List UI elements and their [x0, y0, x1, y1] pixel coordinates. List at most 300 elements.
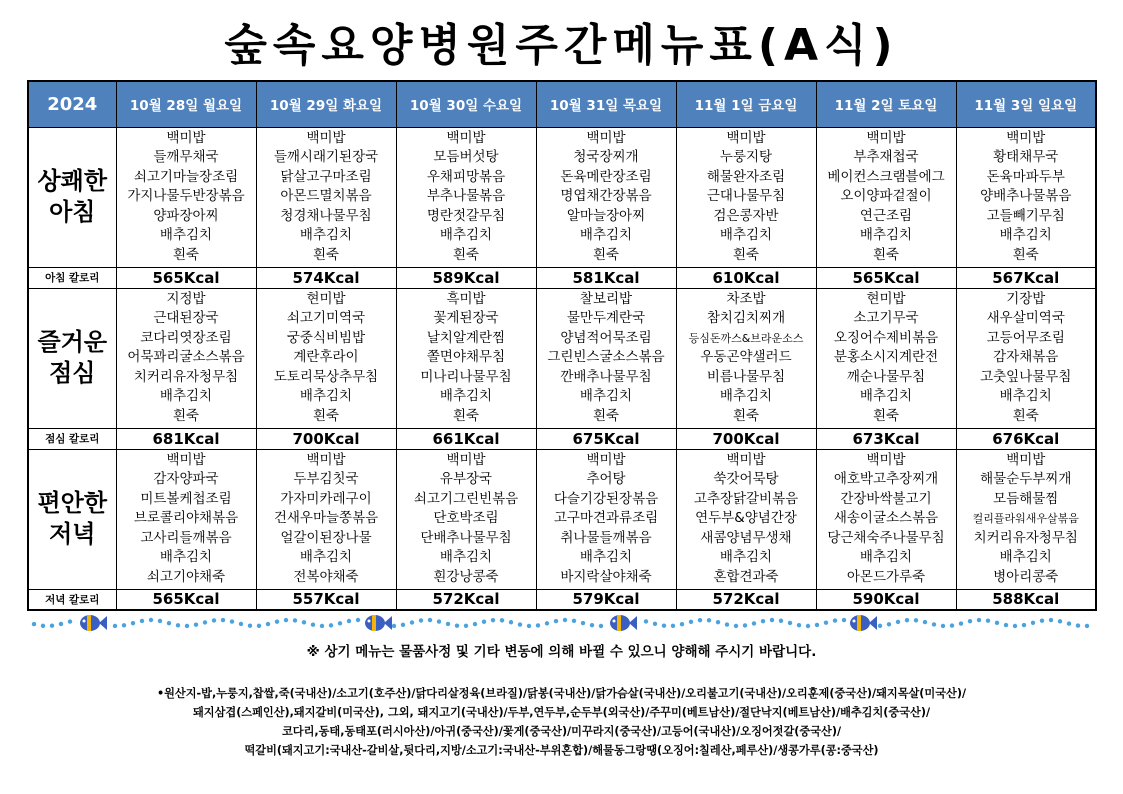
origin-line: 돼지삼겹(스페인산),돼지갈비(미국산), 그외, 돼지고기(국내산)/두부,연두부,순두부(외국산)/주꾸미(베트남산)/절단낙지(베트남산)/배추김치(중국산)/ [192, 706, 931, 719]
dish-item: 해물완자조림 [706, 168, 786, 185]
bubble-dot [923, 620, 927, 624]
calorie-value: 700Kcal [256, 428, 396, 449]
dish-item: 병아리콩죽 [993, 568, 1059, 585]
bubble-dot [248, 624, 252, 628]
dish-item: 단배추나물무침 [420, 529, 512, 546]
dish-item: 당근채숙주나물무침 [827, 529, 945, 546]
bubble-dot [842, 618, 846, 622]
calorie-value: 700Kcal [676, 428, 816, 449]
bubble-dot [194, 623, 198, 627]
bubble-dot [914, 618, 918, 622]
dish-item: 유부장국 [439, 471, 493, 488]
origin-line: 코다리,동태,동태포(러시아산)/아귀(중국산)/꽃게(중국산)/미꾸라지(중국산)/고등어(국내산)/오징어젓갈(중국산)/ [281, 725, 842, 738]
dish-item: 감자채볶음 [993, 349, 1059, 366]
dish-item: 물만두계란국 [566, 310, 646, 327]
dish-item: 배추김치 [299, 549, 353, 566]
day-header: 10월 31일 목요일 [536, 81, 676, 127]
dish-item: 흰죽 [1012, 407, 1039, 424]
menu-cell [956, 127, 1096, 267]
calorie-row [28, 428, 1096, 449]
dish-item: 취나물들깨볶음 [560, 529, 652, 546]
calorie-value: 673Kcal [816, 428, 956, 449]
dish-item: 새우살미역국 [986, 310, 1065, 327]
bubble-dot [788, 621, 792, 625]
calorie-value: 681Kcal [116, 428, 256, 449]
dish-item: 흰죽 [592, 246, 620, 263]
bubble-dot [149, 618, 153, 622]
bubble-dot [1058, 619, 1062, 623]
dish-item: 혼합견과죽 [713, 568, 779, 585]
bubble-dot [545, 621, 549, 625]
dish-item: 분홍소시지계란전 [833, 349, 939, 366]
bubble-dot [689, 620, 693, 624]
dish-item: 베이컨스크램블에그 [827, 168, 945, 185]
origin-line: •원산지-밥,누룽지,찹쌀,죽(국내산)/소고기(호주산)/닭다리살정육(브라질)/닭봉(국내산)/닭가슴살(국내산)/오리불고기(국내산)/오리훈제(중국산)/돼지목살(미국산)/ [156, 687, 967, 700]
dish-item: 바지락살야채죽 [560, 568, 652, 585]
calorie-value: 579Kcal [536, 589, 676, 610]
meal-row [28, 127, 1096, 267]
dish-item: 들깨시래기된장국 [273, 149, 379, 166]
dish-item: 해물순두부찌개 [980, 471, 1072, 488]
bubble-dot [176, 623, 180, 627]
dish-item: 미트볼케첩조림 [140, 490, 232, 507]
bubble-dot [833, 618, 837, 622]
dish-item: 현미밥 [866, 291, 906, 308]
dish-item: 명엽채간장볶음 [560, 188, 652, 205]
bubble-dot [797, 623, 801, 627]
dish-item: 그린빈스굴소스볶음 [547, 349, 665, 366]
dish-item: 배추김치 [719, 549, 773, 566]
menu-cell [956, 288, 1096, 428]
dish-item: 건새우마늘쫑볶음 [273, 510, 379, 527]
bubble-dot [320, 624, 324, 628]
dish-item: 배추김치 [439, 388, 493, 405]
bubble-dot [1076, 623, 1080, 627]
dish-item: 쫄면야채무침 [426, 349, 506, 366]
bubble-dot [698, 618, 702, 622]
dish-item: 찰보리밥 [579, 291, 633, 308]
bubble-dot [572, 619, 576, 623]
dish-item: 연두부&양념간장 [695, 510, 797, 527]
dish-item: 청경채나물무침 [280, 207, 372, 224]
bubble-dot [356, 618, 360, 622]
dish-item: 배추김치 [159, 549, 213, 566]
dish-item: 백미밥 [586, 130, 626, 147]
dish-item: 배추김치 [159, 388, 213, 405]
menu-cell [396, 288, 536, 428]
dish-item: 황태채무국 [993, 149, 1059, 166]
dish-item: 배추김치 [579, 388, 633, 405]
calorie-row [28, 267, 1096, 288]
meal-row [28, 288, 1096, 428]
dish-item: 흰죽 [452, 407, 480, 424]
dish-item: 흰죽 [172, 246, 200, 263]
bubble-dot [293, 618, 297, 622]
dish-item: 모듬버섯탕 [433, 149, 499, 166]
day-header: 10월 29일 화요일 [256, 81, 396, 127]
bubble-dot [779, 619, 783, 623]
dish-item: 흑미밥 [446, 291, 486, 308]
dish-item: 백미밥 [1006, 452, 1046, 469]
dish-item: 치커리유자청무침 [973, 529, 1078, 546]
menu-cell [676, 288, 816, 428]
bubble-dot [284, 618, 288, 622]
bubble-dot [275, 619, 279, 623]
dish-item: 두부김칫국 [293, 471, 359, 488]
bubble-dot [428, 618, 432, 622]
weekly-menu-table [27, 80, 1097, 611]
dish-item: 근대된장국 [153, 310, 219, 327]
calorie-value: 676Kcal [956, 428, 1096, 449]
calorie-value: 572Kcal [676, 589, 816, 610]
dish-item: 배추김치 [859, 227, 913, 244]
dish-item: 돈육마파두부 [986, 168, 1065, 185]
menu-cell [676, 127, 816, 267]
bubble-dot [131, 621, 135, 625]
menu-cell [536, 288, 676, 428]
menu-cell [956, 449, 1096, 589]
calorie-value: 588Kcal [956, 589, 1096, 610]
dish-item: 배추김치 [719, 388, 773, 405]
dish-item: 꽃게된장국 [433, 310, 499, 327]
dish-item: 모듬해물찜 [993, 490, 1059, 507]
bubble-dot [644, 619, 648, 623]
page-title: 숲속요양병원주간메뉴표(A식) [224, 20, 899, 71]
year-cell: 2024 [28, 81, 116, 127]
fish-bubble-decoration [30, 612, 1095, 634]
bubble-dot [590, 623, 594, 627]
meal-label-line: 편안한 [37, 489, 108, 517]
dish-item: 명란젓갈무침 [426, 207, 506, 224]
bubble-dot [419, 618, 423, 622]
dish-item: 전복야채죽 [293, 568, 359, 585]
menu-cell [816, 449, 956, 589]
dish-item: 배추김치 [439, 549, 493, 566]
bubble-dot [446, 622, 450, 626]
day-header: 11월 3일 일요일 [956, 81, 1096, 127]
bubble-dot [905, 618, 909, 622]
dish-item: 들깨무채국 [153, 149, 219, 166]
dish-item: 오이양파겉절이 [840, 188, 932, 205]
menu-cell [536, 449, 676, 589]
bubble-dot [1067, 621, 1071, 625]
dish-item: 오징어수제비볶음 [833, 329, 939, 346]
dish-item: 다슬기강된장볶음 [553, 490, 659, 507]
bubble-dot [68, 619, 72, 623]
dish-item: 어묵꽈리굴소스볶음 [127, 349, 245, 366]
calorie-label: 아침 칼로리 [28, 267, 116, 288]
bubble-dot [221, 618, 225, 622]
bubble-dot [824, 620, 828, 624]
menu-cell [256, 127, 396, 267]
dish-item: 쑥갓어묵탕 [713, 471, 779, 488]
calorie-value: 565Kcal [116, 267, 256, 288]
dish-item: 흰죽 [872, 407, 900, 424]
dish-item: 가자미카레구이 [280, 490, 372, 507]
dish-item: 새콤양념무생채 [700, 529, 792, 546]
dish-item: 배추김치 [999, 549, 1052, 566]
bubble-dot [329, 623, 333, 627]
dish-item: 연근조림 [859, 207, 913, 224]
bubble-dot [338, 621, 342, 625]
dish-item: 흰죽 [872, 246, 900, 263]
dish-item: 미나리나물무침 [420, 368, 512, 385]
dish-item: 날치알계란찜 [426, 329, 506, 346]
dish-item: 흰죽 [452, 246, 480, 263]
bubble-dot [518, 622, 522, 626]
dish-item: 추어탕 [586, 471, 626, 488]
bubble-dot [491, 618, 495, 622]
calorie-value: 675Kcal [536, 428, 676, 449]
bubble-dot [527, 624, 531, 628]
dish-item: 배추김치 [579, 549, 633, 566]
bubble-dot [716, 620, 720, 624]
dish-item: 백미밥 [306, 130, 346, 147]
bubble-dot [266, 622, 270, 626]
menu-cell [816, 127, 956, 267]
dish-item: 소고기무국 [853, 310, 919, 327]
day-header: 10월 30일 수요일 [396, 81, 536, 127]
meal-label [28, 288, 116, 428]
bubble-dot [167, 621, 171, 625]
dish-item: 비름나물무침 [706, 368, 786, 385]
bubble-dot [257, 624, 261, 628]
dish-item: 양배추나물볶음 [980, 188, 1072, 205]
dish-item: 얼갈이된장나물 [280, 529, 372, 546]
menu-cell [116, 127, 256, 267]
day-header: 10월 28일 월요일 [116, 81, 256, 127]
bubble-dot [59, 622, 63, 626]
bubble-dot [743, 623, 747, 627]
calorie-value: 574Kcal [256, 267, 396, 288]
bubble-dot [410, 620, 414, 624]
bubble-dot [1040, 618, 1044, 622]
dish-item: 참치김치찌개 [706, 310, 786, 327]
menu-cell [116, 288, 256, 428]
bubble-dot [509, 620, 513, 624]
meal-label [28, 449, 116, 589]
bubble-dot [230, 619, 234, 623]
dish-item: 근대나물무침 [706, 188, 786, 205]
dish-item: 쇠고기그린빈볶음 [413, 490, 519, 507]
bubble-dot [563, 618, 567, 622]
menu-cell [256, 288, 396, 428]
dish-item: 현미밥 [306, 291, 346, 308]
bubble-dot [1022, 623, 1026, 627]
dish-item: 쇠고기미역국 [286, 310, 366, 327]
dish-item: 배추김치 [999, 227, 1052, 244]
origin-line: 떡갈비(돼지고기:국내산-갈비살,뒷다리,지방/소고기:국내산-부위혼합)/해물동그랑땡(오징어:칠레산,페루산)/생콩가루(콩:중국산) [244, 744, 879, 757]
bubble-dot [203, 620, 207, 624]
dish-item: 고등어무조림 [986, 329, 1065, 346]
bubble-dot [113, 624, 117, 628]
dish-item: 누룽지탕 [719, 149, 773, 166]
dish-item: 백미밥 [166, 130, 206, 147]
bubble-dot [761, 619, 765, 623]
meal-label-line: 저녁 [49, 520, 96, 548]
dish-item: 등심돈까스&브라운소스 [688, 331, 804, 345]
dish-item: 백미밥 [306, 452, 346, 469]
dish-item: 가지나물두반장볶음 [127, 188, 245, 205]
calorie-label: 점심 칼로리 [28, 428, 116, 449]
bubble-dot [1049, 618, 1053, 622]
bubble-dot [968, 619, 972, 623]
dish-item: 깐배추나물무침 [560, 368, 652, 385]
dish-item: 단호박조림 [433, 510, 499, 527]
bubble-dot [725, 622, 729, 626]
bubble-dot [185, 624, 189, 628]
menu-cell [256, 449, 396, 589]
bubble-dot [986, 618, 990, 622]
dish-item: 애호박고추장찌개 [833, 471, 939, 488]
dish-item: 도토리묵상추무침 [273, 368, 379, 385]
meal-label [28, 127, 116, 267]
menu-cell [676, 449, 816, 589]
bubble-dot [401, 623, 405, 627]
dish-item: 백미밥 [446, 130, 486, 147]
bubble-dot [122, 623, 126, 627]
calorie-label: 저녁 칼로리 [28, 589, 116, 610]
dish-item: 지정밥 [166, 291, 206, 308]
dish-item: 고사리들깨볶음 [140, 529, 232, 546]
calorie-value: 590Kcal [816, 589, 956, 610]
bubble-dot [770, 618, 774, 622]
bubble-dot [32, 622, 36, 626]
day-header: 11월 2일 토요일 [816, 81, 956, 127]
meal-label-line: 점심 [49, 359, 96, 387]
dish-item: 배추김치 [859, 549, 913, 566]
dish-item: 부추나물볶음 [426, 188, 506, 205]
notice-text: ※ 상기 메뉴는 물품사정 및 기타 변동에 의해 바뀔 수 있으니 양해해 주시기 바랍니다. [306, 644, 817, 660]
dish-item: 차조밥 [726, 291, 766, 308]
bubble-dot [347, 619, 351, 623]
meal-row [28, 449, 1096, 589]
dish-item: 배추김치 [439, 227, 493, 244]
origin-info [40, 684, 1083, 760]
day-header: 11월 1일 금요일 [676, 81, 816, 127]
bubble-dot [995, 621, 999, 625]
meal-label-line: 아침 [49, 198, 96, 226]
bubble-dot [878, 624, 882, 628]
dish-item: 백미밥 [726, 452, 766, 469]
fish-icon [80, 615, 107, 631]
dish-item: 돈육메란장조림 [560, 168, 652, 185]
calorie-value: 572Kcal [396, 589, 536, 610]
dish-item: 흰강낭콩죽 [433, 568, 499, 585]
bubble-dot [707, 618, 711, 622]
dish-item: 흰죽 [312, 407, 340, 424]
dish-item: 청국장찌개 [573, 149, 639, 166]
bubble-dot [1013, 624, 1017, 628]
bubble-dot [41, 624, 45, 628]
menu-cell [396, 449, 536, 589]
meal-label-line: 즐거운 [37, 328, 108, 356]
dish-item: 부추재첩국 [853, 149, 919, 166]
dish-item: 양념적어묵조림 [560, 329, 652, 346]
dish-item: 백미밥 [586, 452, 626, 469]
bubble-dot [50, 624, 54, 628]
dish-item: 고들빼기무침 [986, 207, 1065, 224]
dish-item: 백미밥 [446, 452, 486, 469]
dish-item: 배추김치 [999, 388, 1052, 405]
dish-item: 브로콜리야채볶음 [133, 510, 239, 527]
dish-item: 백미밥 [726, 130, 766, 147]
dish-item: 배추김치 [859, 388, 913, 405]
dish-item: 흰죽 [312, 246, 340, 263]
dish-item: 계란후라이 [293, 349, 359, 366]
bubble-dot [671, 624, 675, 628]
dish-item: 간장바싹불고기 [840, 490, 932, 507]
dish-item: 감자양파국 [153, 471, 219, 488]
bubble-dot [581, 621, 585, 625]
dish-item: 배추김치 [299, 388, 353, 405]
bubble-dot [734, 624, 738, 628]
calorie-value: 610Kcal [676, 267, 816, 288]
bubble-dot [554, 619, 558, 623]
bubble-dot [464, 624, 468, 628]
calorie-row [28, 589, 1096, 610]
bubble-dot [752, 621, 756, 625]
dish-item: 새송이굴소스볶음 [833, 510, 939, 527]
dish-item: 검은콩자반 [713, 207, 779, 224]
bubble-dot [959, 621, 963, 625]
calorie-value: 565Kcal [116, 589, 256, 610]
dish-item: 흰죽 [1012, 246, 1039, 263]
dish-item: 쇠고기야채죽 [146, 568, 226, 585]
bubble-dot [239, 622, 243, 626]
dish-item: 치커리유자청무침 [133, 368, 239, 385]
dish-item: 흰죽 [732, 246, 760, 263]
fish-icon [850, 615, 877, 631]
bubble-dot [1004, 623, 1008, 627]
bubble-dot [815, 623, 819, 627]
dish-item: 배추김치 [579, 227, 633, 244]
menu-cell [536, 127, 676, 267]
bubble-dot [140, 619, 144, 623]
dish-item: 궁중식비빔밥 [286, 329, 366, 346]
bubble-dot [1085, 624, 1089, 628]
bubble-dot [887, 622, 891, 626]
dish-item: 백미밥 [1006, 130, 1046, 147]
header-row [28, 81, 1096, 127]
menu-cell [116, 449, 256, 589]
bubble-dot [311, 622, 315, 626]
bubble-dot [302, 620, 306, 624]
dish-item: 배추김치 [719, 227, 773, 244]
dish-item: 배추김치 [299, 227, 353, 244]
bubble-dot [932, 622, 936, 626]
bubble-dot [977, 618, 981, 622]
calorie-value: 661Kcal [396, 428, 536, 449]
dish-item: 고추장닭갈비볶음 [693, 490, 799, 507]
bubble-dot [653, 622, 657, 626]
fish-icon [365, 615, 392, 631]
bubble-dot [1031, 621, 1035, 625]
calorie-value: 557Kcal [256, 589, 396, 610]
bubble-dot [392, 624, 396, 628]
bubble-dot [950, 623, 954, 627]
dish-item: 배추김치 [159, 227, 213, 244]
bubble-dot [662, 623, 666, 627]
dish-item: 기장밥 [1006, 291, 1046, 308]
bubble-dot [599, 624, 603, 628]
menu-cell [816, 288, 956, 428]
meal-label-line: 상쾌한 [37, 167, 108, 195]
bubble-dot [455, 623, 459, 627]
dish-item: 우동곤약샐러드 [700, 349, 792, 366]
bubble-dot [473, 622, 477, 626]
calorie-value: 581Kcal [536, 267, 676, 288]
